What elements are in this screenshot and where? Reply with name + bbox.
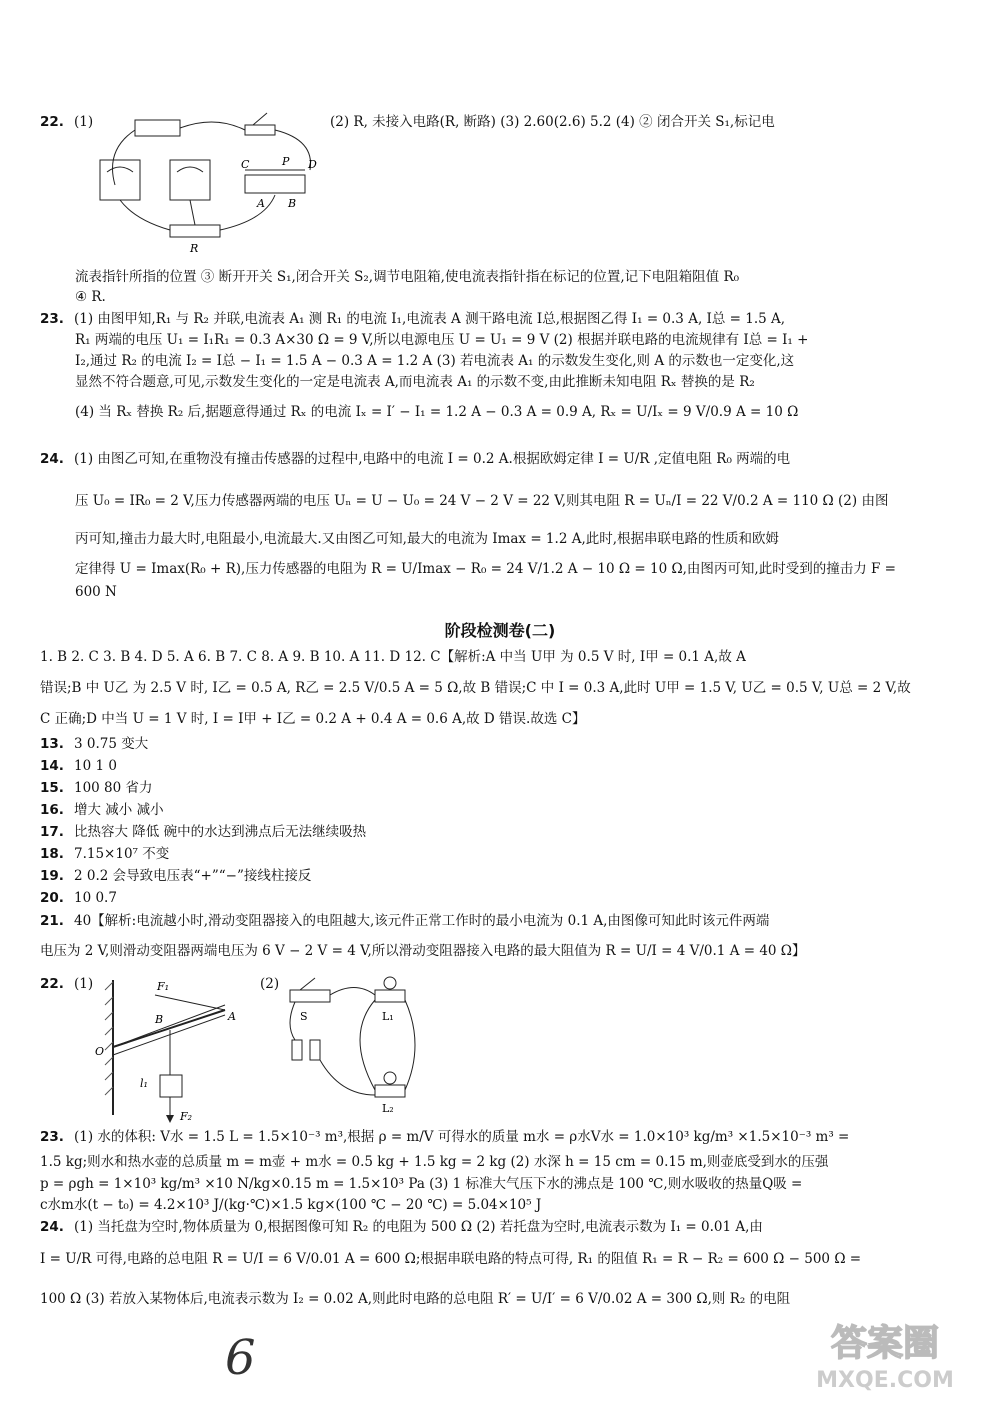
short-answer-15	[40, 779, 960, 797]
label-f2: F₂	[180, 1110, 193, 1123]
question-number: 13.	[40, 736, 64, 752]
battery-cell-1	[292, 1040, 302, 1060]
q23b-line4: c水m水(t − t₀) = 4.2×10³ J/(kg·℃)×1.5 kg×(100 ℃ − 20 ℃) = 5.04×10⁵ J	[40, 1197, 542, 1213]
q22b-part2: (2)	[260, 976, 280, 992]
q24a-line3: 丙可知,撞击力最大时,电阻最小,电流最大.又由图乙可知,最大的电流为 Imax = 1.2 A,此时,根据串联电路的性质和欧姆	[75, 531, 780, 547]
question-number: 23.	[40, 1129, 64, 1145]
label-a: A	[257, 197, 265, 210]
label-c: C	[241, 158, 250, 171]
label-s: S	[300, 1010, 308, 1023]
q22a-cont2: ④ R.	[75, 289, 106, 305]
q23a-line1	[40, 310, 960, 328]
question-number: 24.	[40, 1219, 64, 1235]
question-number: 17.	[40, 824, 64, 840]
switch-s	[290, 990, 330, 1002]
label-a: A	[228, 1010, 236, 1023]
label-r: R	[190, 242, 199, 255]
section-title: 阶段检测卷(二)	[444, 621, 556, 640]
q23a-line2: R₁ 两端的电压 U₁ = I₁R₁ = 0.3 A×30 Ω = 9 V,所以电源电压 U = U₁ = 9 V (2) 根据并联电路的电流规律有 I总 = I₁ +	[75, 332, 809, 348]
q21-line2: 电压为 2 V,则滑动变阻器两端电压为 6 V − 2 V = 4 V,所以滑动变阻器接入电路的最大阻值为 R = U/I = 4 V/0.1 A = 40 Ω】	[40, 943, 806, 959]
voltmeter	[170, 160, 210, 200]
watermark-top-text: 答案圈	[830, 1323, 940, 1364]
question-number: 19.	[40, 868, 64, 884]
battery	[135, 120, 180, 136]
switch	[245, 125, 275, 135]
part-label: (1)	[74, 976, 94, 992]
lamp-l2	[375, 1085, 405, 1097]
q1to12-line2: 错误;B 中 U乙 为 2.5 V 时, I乙 = 0.5 A, R乙 = 2.5 V/0.5 A = 5 Ω,故 B 错误;C 中 I = 0.3 A,此时 U甲 = 1.5 V, U乙 = 0.5 V, U总 = 2 V,故	[40, 680, 911, 696]
q24a-line2: 压 U₀ = IR₀ = 2 V,压力传感器两端的电压 Uₙ = U − U₀ = 24 V − 2 V = 22 V,则其电阻 R = Uₙ/I = 22 V/0.2 A = 110 Ω (2) 由图	[75, 493, 889, 509]
q24b-line2: I = U/R 可得,电路的总电阻 R = U/I = 6 V/0.01 A = 600 Ω;根据串联电路的特点可得, R₁ 的阻值 R₁ = R − R₂ = 600 Ω − 500 Ω =	[40, 1251, 862, 1267]
label-d: D	[308, 158, 317, 171]
short-answer-14	[40, 757, 960, 775]
short-answer-16	[40, 801, 960, 819]
question-number: 18.	[40, 846, 64, 862]
weight-block	[160, 1075, 182, 1097]
question-number: 15.	[40, 780, 64, 796]
answer-text: 7.15×10⁷ 不变	[74, 846, 170, 862]
q21-text1: 40【解析:电流越小时,滑动变阻器接入的电阻越大,该元件正常工作时的最小电流为 0.1 A,由图像可知此时该元件两端	[74, 913, 770, 929]
label-l1: L₁	[382, 1010, 394, 1023]
resistor	[170, 225, 220, 237]
short-answer-20	[40, 889, 960, 907]
question-number: 22.	[40, 976, 64, 992]
q23b-line2: 1.5 kg;则水和热水壶的总质量 m = m壶 + m水 = 0.5 kg + 1.5 kg = 2 kg (2) 水深 h = 15 cm = 0.15 m,则壶底受到水的压强	[40, 1154, 829, 1170]
question-number: 16.	[40, 802, 64, 818]
q24a-line4: 定律得 U = Imax(R₀ + R),压力传感器的电阻为 R = U/Imax − R₀ = 24 V/1.2 A − 10 Ω = 10 Ω,由图丙可知,此时受到的撞击力 F =	[75, 561, 896, 577]
ammeter	[100, 160, 140, 200]
question-number: 24.	[40, 451, 64, 467]
page-number: 6	[225, 1330, 256, 1386]
q24a-line5: 600 N	[75, 584, 117, 600]
label-b: B	[288, 197, 297, 210]
q23b-line3: p = ρgh = 1×10³ kg/m³ ×10 N/kg×0.15 m = 1.5×10³ Pa (3) 1 标准大气压下水的沸点是 100 ℃,则水吸收的热量Q吸 =	[40, 1176, 803, 1192]
q21-line1	[40, 912, 960, 930]
q1to12-line3: C 正确;D 中当 U = 1 V 时, I = I甲 + I乙 = 0.2 A + 0.4 A = 0.6 A,故 D 错误.故选 C】	[40, 711, 586, 727]
q1to12-line1: 1. B 2. C 3. B 4. D 5. A 6. B 7. C 8. A 9. B 10. A 11. D 12. C【解析:A 中当 U甲 为 0.5 V 时, I甲 = 0.1 A,故 A	[40, 649, 746, 665]
q24a-line1	[40, 450, 960, 468]
short-answer-13	[40, 735, 960, 753]
q22a-text: (2) R, 未接入电路(R, 断路) (3) 2.60(2.6) 5.2 (4) ② 闭合开关 S₁,标记电	[330, 114, 775, 130]
answer-text: 10 1 0	[74, 758, 117, 774]
q24b-line1	[40, 1218, 960, 1236]
part-label: (1)	[74, 114, 94, 130]
answer-text: 比热容大 降低 碗中的水达到沸点后无法继续吸热	[74, 824, 367, 840]
answer-text: 2 0.2 会导致电压表“+”“−”接线柱接反	[74, 868, 312, 884]
label-o: O	[95, 1045, 105, 1058]
q24a-text1: (1) 由图乙可知,在重物没有撞击传感器的过程中,电路中的电流 I = 0.2 A.根据欧姆定律 I = U/R ,定值电阻 R₀ 两端的电	[74, 451, 791, 467]
watermark-logo	[790, 1315, 980, 1395]
lever-figure	[85, 975, 255, 1125]
label-p: P	[282, 155, 290, 168]
short-answer-19	[40, 867, 960, 885]
q23a-line4: 显然不符合题意,可见,示数发生变化的一定是电流表 A,而电流表 A₁ 的示数不变,由此推断未知电阻 Rₓ 替换的是 R₂	[75, 374, 755, 390]
q24b-text1: (1) 当托盘为空时,物体质量为 0,根据图像可知 R₂ 的电阻为 500 Ω (2) 若托盘为空时,电流表示数为 I₁ = 0.01 A,由	[74, 1219, 763, 1235]
question-number: 22.	[40, 114, 64, 130]
question-number: 20.	[40, 890, 64, 906]
label-b: B	[155, 1013, 164, 1026]
question-number: 23.	[40, 311, 64, 327]
watermark-bottom-text: MXQE.COM	[816, 1368, 954, 1393]
label-f1: F₁	[157, 980, 170, 993]
circuit-figure-1	[95, 110, 325, 260]
lamp-l1	[375, 990, 405, 1002]
label-l2: L₂	[382, 1102, 394, 1115]
question-number: 21.	[40, 913, 64, 929]
label-l1: l₁	[140, 1077, 148, 1090]
circuit-figure-2	[280, 975, 430, 1115]
battery-cell-2	[310, 1040, 320, 1060]
q23a-line3: I₂,通过 R₂ 的电流 I₂ = I总 − I₁ = 1.5 A − 0.3 A = 1.2 A (3) 若电流表 A₁ 的示数发生变化,则 A 的示数也一定变化,这	[75, 353, 795, 369]
short-answer-18	[40, 845, 960, 863]
answer-text: 3 0.75 变大	[74, 736, 149, 752]
rheostat	[245, 175, 305, 193]
question-number: 14.	[40, 758, 64, 774]
answer-text: 10 0.7	[74, 890, 117, 906]
answer-text: 增大 减小 减小	[74, 802, 164, 818]
short-answer-17	[40, 823, 960, 841]
q23b-text1: (1) 水的体积: V水 = 1.5 L = 1.5×10⁻³ m³,根据 ρ = m/V 可得水的质量 m水 = ρ水V水 = 1.0×10³ kg/m³ ×1.5×10⁻³ m³ =	[74, 1129, 850, 1145]
answer-text: 100 80 省力	[74, 780, 153, 796]
q24b-line3: 100 Ω (3) 若放入某物体后,电流表示数为 I₂ = 0.02 A,则此时电路的总电阻 R′ = U/I′ = 6 V/0.02 A = 300 Ω,则 R₂ 的电阻	[40, 1291, 791, 1307]
q22a-cont1: 流表指针所指的位置 ③ 断开开关 S₁,闭合开关 S₂,调节电阻箱,使电流表指针指在标记的位置,记下电阻箱阻值 R₀	[75, 269, 740, 285]
q23b-line1	[40, 1128, 960, 1146]
q23a-text1: (1) 由图甲知,R₁ 与 R₂ 并联,电流表 A₁ 测 R₁ 的电流 I₁,电流表 A 测干路电流 I总,根据图乙得 I₁ = 0.3 A, I总 = 1.5 A,	[74, 311, 786, 327]
q23a-line5: (4) 当 Rₓ 替换 R₂ 后,据题意得通过 Rₓ 的电流 Iₓ = I′ − I₁ = 1.2 A − 0.3 A = 0.9 A, Rₓ = U/Iₓ = 9 V/0.9 A = 10 Ω	[75, 404, 799, 420]
